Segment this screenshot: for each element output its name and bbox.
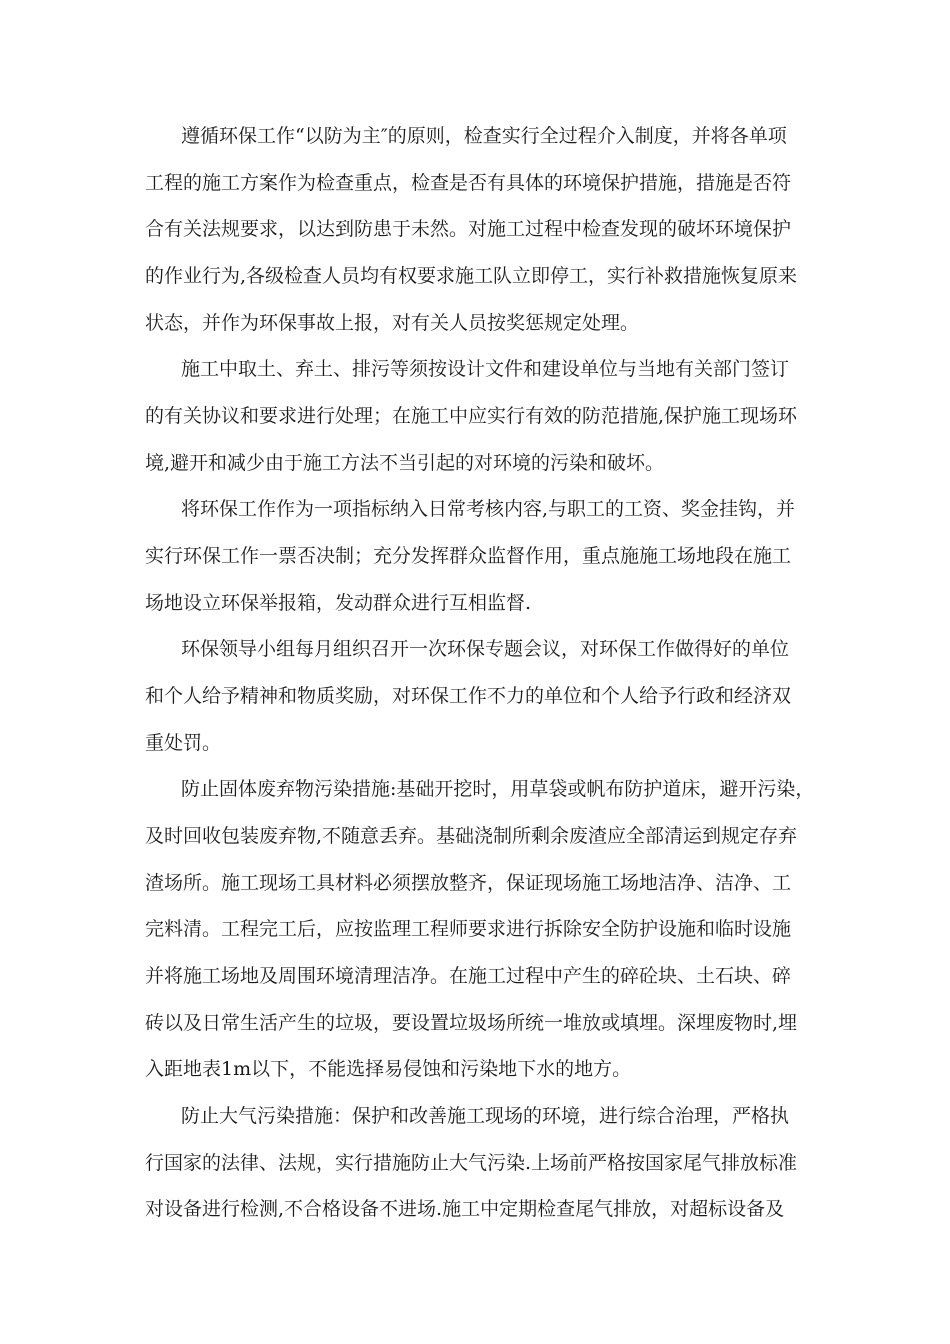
- text-line: 状态，并作为环保事故上报，对有关人员按奖惩规定处理。: [145, 312, 640, 334]
- text-line: 将环保工作作为一项指标纳入日常考核内容,与职工的工资、奖金挂钩，并: [181, 498, 796, 520]
- text-line: 境,避开和减少由于施工方法不当引起的对环境的污染和破坏。: [145, 452, 665, 474]
- text-line: 防止固体废弃物污染措施:基础开挖时，用草袋或帆布防护道床，避开污染，: [181, 778, 815, 800]
- text-line: 并将施工场地及周围环境清理洁净。在施工过程中产生的碎砼块、土石块、碎: [145, 965, 792, 987]
- text-line: 的有关协议和要求进行处理；在施工中应实行有效的防范措施,保护施工现场环: [145, 405, 798, 427]
- text-line: 渣场所。施工现场工具材料必须摆放整齐，保证现场施工场地洁净、洁净、工: [145, 872, 792, 894]
- text-line: 合有关法规要求，以达到防患于未然。对施工过程中检查发现的破坏环境保护: [145, 218, 792, 240]
- text-line: 场地设立环保举报箱，发动群众进行互相监督.: [145, 592, 532, 614]
- text-line: 的作业行为,各级检查人员均有权要求施工队立即停工，实行补救措施恢复原来: [145, 265, 798, 287]
- text-line: 行国家的法律、法规，实行措施防止大气污染.上场前严格按国家尾气排放标准: [145, 1152, 798, 1174]
- text-line: 实行环保工作一票否决制；充分发挥群众监督作用，重点施施工场地段在施工: [145, 545, 792, 567]
- text-line: 工程的施工方案作为检查重点，检查是否有具体的环境保护措施，措施是否符: [145, 172, 792, 194]
- text-line: 及时回收包装废弃物,不随意丢弃。基础浇制所剩余废渣应全部清运到规定存弃: [145, 825, 798, 847]
- text-line: 和个人给予精神和物质奖励，对环保工作不力的单位和个人给予行政和经济双: [145, 685, 792, 707]
- text-line: 入距地表1m以下，不能选择易侵蚀和污染地下水的地方。: [145, 1058, 632, 1080]
- text-line: 完料清。工程完工后，应按监理工程师要求进行拆除安全防护设施和临时设施: [145, 918, 792, 940]
- text-line: 重处罚。: [145, 732, 222, 754]
- text-line: 施工中取土、弃土、排污等须按设计文件和建设单位与当地有关部门签订: [181, 358, 790, 380]
- text-line: 防止大气污染措施：保护和改善施工现场的环境，进行综合治理，严格执: [181, 1105, 790, 1127]
- text-line: 遵循环保工作“以防为主″的原则，检查实行全过程介入制度，并将各单项: [181, 125, 787, 147]
- text-line: 环保领导小组每月组织召开一次环保专题会议，对环保工作做得好的单位: [181, 638, 790, 660]
- text-line: 砖以及日常生活产生的垃圾，要设置垃圾场所统一堆放或填埋。深埋废物时,埋: [145, 1012, 798, 1034]
- text-line: 对设备进行检测,不合格设备不进场.施工中定期检查尾气排放，对超标设备及: [145, 1198, 785, 1220]
